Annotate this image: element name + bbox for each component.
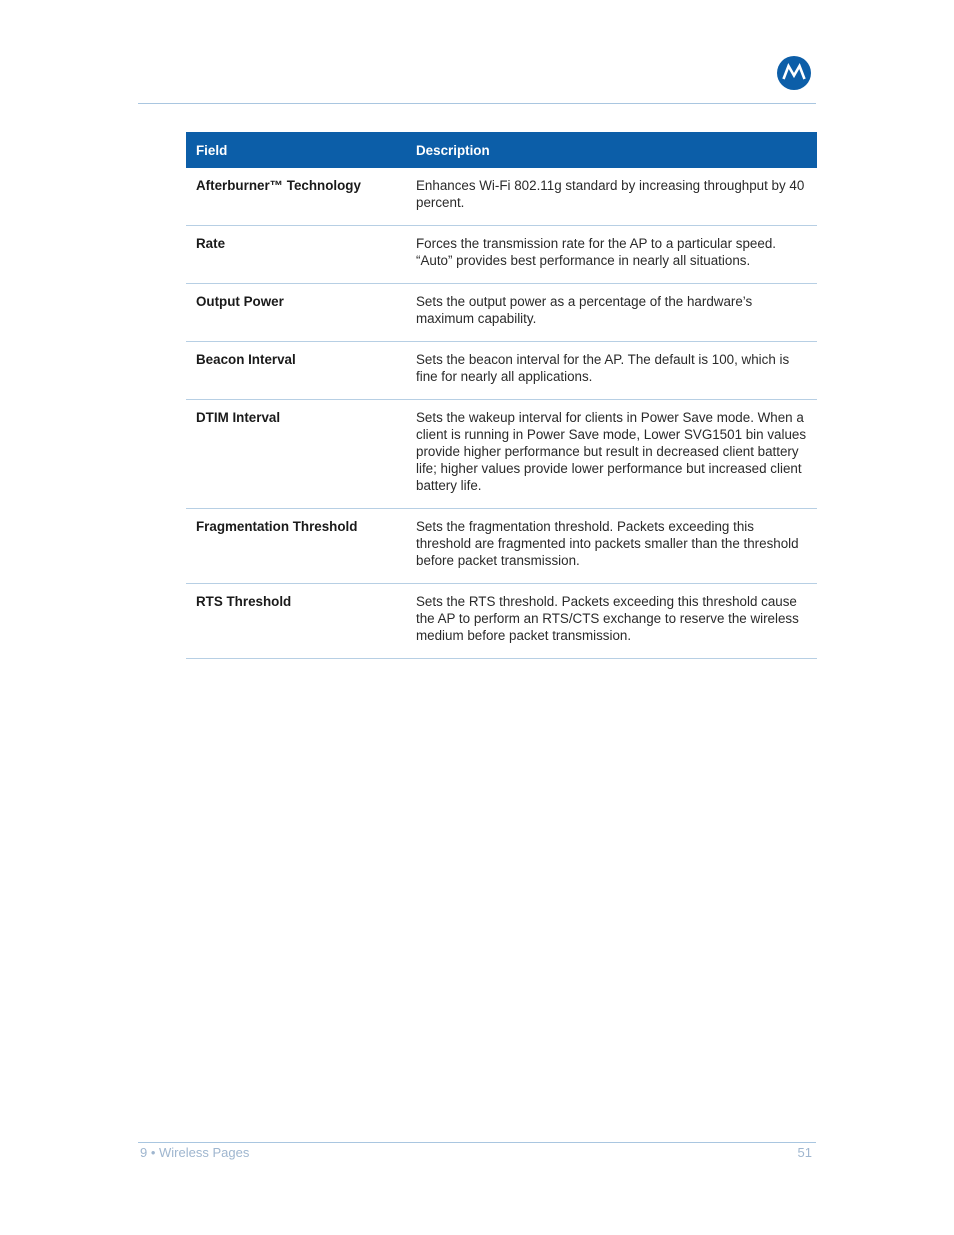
table-row (186, 284, 817, 342)
table-row (186, 342, 817, 400)
row-field: Fragmentation Threshold (186, 509, 406, 584)
row-description: Enhances Wi-Fi 802.11g standard by increasing throughput by 40 percent. (406, 168, 817, 226)
table-header-row (186, 132, 817, 168)
table-row (186, 168, 817, 226)
row-field: Rate (186, 226, 406, 284)
row-field: Output Power (186, 284, 406, 342)
footer-rule (138, 1142, 816, 1143)
header-rule (138, 103, 816, 104)
row-description: Sets the beacon interval for the AP. The default is 100, which is fine for nearly all applications. (406, 342, 817, 400)
row-description: Sets the RTS threshold. Packets exceeding this threshold cause the AP to perform an RTS/CTS exchange to reserve the wireless medium before packet transmission. (406, 584, 817, 659)
header-description: Description (406, 132, 817, 168)
row-description: Sets the wakeup interval for clients in Power Save mode. When a client is running in Power Save mode, Lower SVG1501 bin values provide higher performance but result in decreased client battery life; higher values provide lower performance but increased client battery life. (406, 400, 817, 509)
row-description: Forces the transmission rate for the AP to a particular speed. “Auto” provides best performance in nearly all situations. (406, 226, 817, 284)
motorola-logo-icon (777, 56, 811, 90)
table-row (186, 584, 817, 659)
row-field: DTIM Interval (186, 400, 406, 509)
row-description: Sets the output power as a percentage of the hardware’s maximum capability. (406, 284, 817, 342)
table-row (186, 400, 817, 509)
footer-section-label: 9 • Wireless Pages (140, 1145, 250, 1160)
row-field: RTS Threshold (186, 584, 406, 659)
row-field: Beacon Interval (186, 342, 406, 400)
table-row (186, 509, 817, 584)
row-field: Afterburner™ Technology (186, 168, 406, 226)
table-row (186, 226, 817, 284)
field-description-table (186, 132, 817, 659)
header-field: Field (186, 132, 406, 168)
row-description: Sets the fragmentation threshold. Packets exceeding this threshold are fragmented into packets smaller than the threshold before packet transmission. (406, 509, 817, 584)
footer-page-number: 51 (797, 1145, 812, 1160)
